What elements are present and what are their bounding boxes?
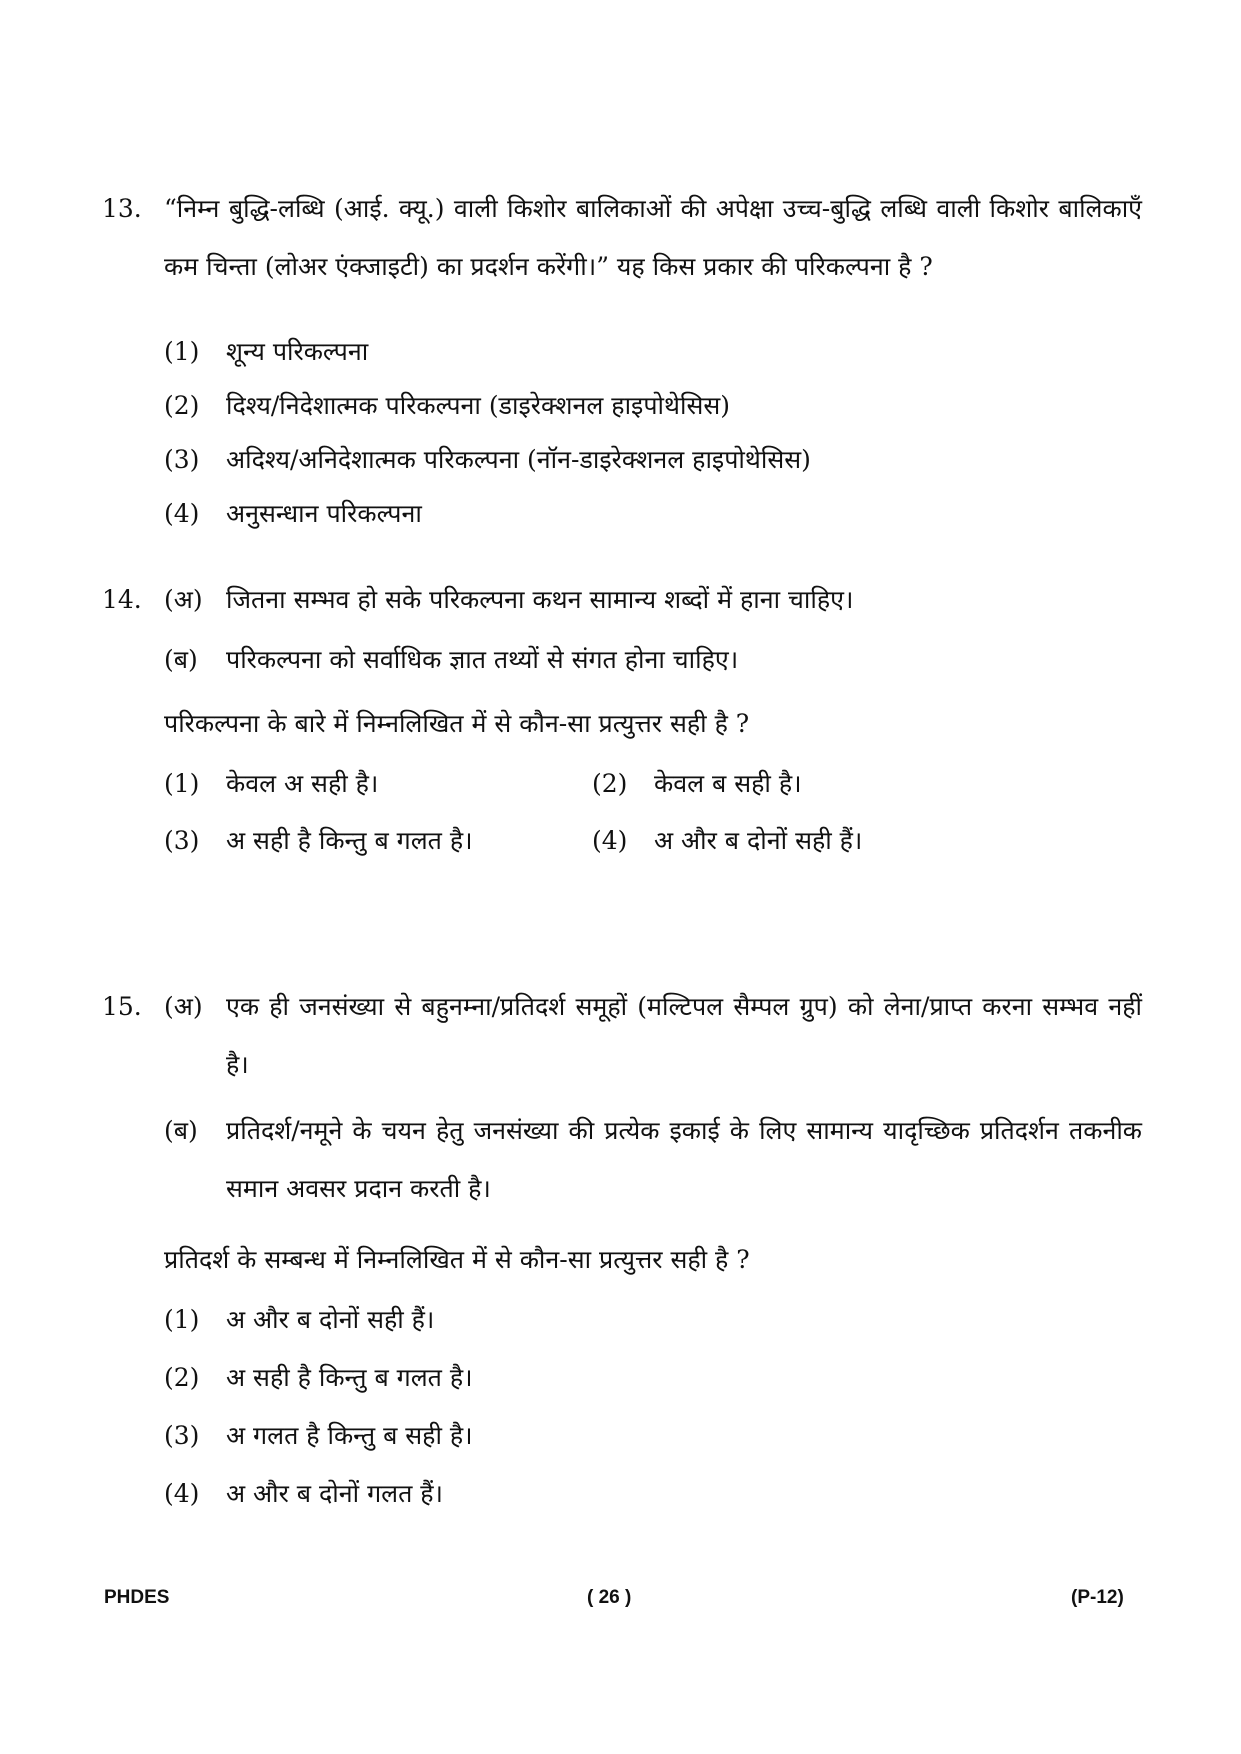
option-number: (4) bbox=[592, 826, 628, 855]
statement-label: (ब) bbox=[164, 1116, 198, 1145]
option-number: (1) bbox=[164, 769, 200, 798]
option-3 bbox=[164, 821, 473, 861]
page-number: ( 26 ) bbox=[587, 1587, 632, 1608]
statement-b bbox=[164, 1102, 1142, 1218]
option-text: केवल अ सही है। bbox=[226, 769, 379, 798]
option-1 bbox=[164, 1300, 434, 1340]
statement-a bbox=[164, 978, 1142, 1094]
question-number: 14. bbox=[102, 585, 142, 614]
option-4 bbox=[592, 821, 862, 861]
statement-text: जितना सम्भव हो सके परिकल्पना कथन सामान्य शब्दों में हाना चाहिए। bbox=[226, 585, 854, 614]
option-text: दिश्य/निदेशात्मक परिकल्पना (डाइरेक्शनल हाइपोथेसिस) bbox=[226, 391, 730, 420]
statement-label: (ब) bbox=[164, 645, 198, 674]
option-4 bbox=[164, 494, 422, 534]
option-number: (4) bbox=[164, 1479, 200, 1508]
paper-code: (P-12) bbox=[1071, 1587, 1124, 1608]
option-text: अ और ब दोनों सही हैं। bbox=[226, 1305, 435, 1334]
option-text: अ सही है किन्तु ब गलत है। bbox=[226, 826, 473, 855]
option-text: अ गलत है किन्तु ब सही है। bbox=[226, 1421, 473, 1450]
statement-text: एक ही जनसंख्या से बहुनम्ना/प्रतिदर्श समूहों (मल्टिपल सैम्पल ग्रुप) को लेना/प्राप्त करना सम्भव नहीं है। bbox=[226, 992, 1142, 1079]
option-text: शून्य परिकल्पना bbox=[226, 337, 369, 366]
option-4 bbox=[164, 1474, 443, 1514]
statement-label: (अ) bbox=[164, 585, 203, 614]
option-text: अनुसन्धान परिकल्पना bbox=[226, 499, 422, 528]
option-number: (2) bbox=[164, 1363, 200, 1392]
option-3 bbox=[164, 440, 811, 480]
option-number: (2) bbox=[164, 391, 200, 420]
statement-b bbox=[164, 631, 1142, 689]
statement-label: (अ) bbox=[164, 992, 203, 1021]
option-2 bbox=[164, 386, 730, 426]
option-1 bbox=[164, 332, 368, 372]
option-number: (4) bbox=[164, 499, 200, 528]
option-1 bbox=[164, 764, 378, 804]
option-3 bbox=[164, 1416, 473, 1456]
option-number: (1) bbox=[164, 1305, 200, 1334]
option-text: अ सही है किन्तु ब गलत है। bbox=[226, 1363, 473, 1392]
statement-a bbox=[164, 571, 1142, 629]
question-prompt: प्रतिदर्श के सम्बन्ध में निम्नलिखित में से कौन-सा प्रत्युत्तर सही है ? bbox=[164, 1245, 750, 1274]
option-2 bbox=[164, 1358, 473, 1398]
question-number: 15. bbox=[102, 992, 142, 1021]
option-number: (3) bbox=[164, 1421, 200, 1450]
statement-text: प्रतिदर्श/नमूने के चयन हेतु जनसंख्या की प्रत्येक इकाई के लिए सामान्य यादृच्छिक प्रतिदर्शन तकनीक समान अवसर प्रदान करती है। bbox=[226, 1116, 1142, 1203]
option-text: अ और ब दोनों सही हैं। bbox=[654, 826, 863, 855]
option-2 bbox=[592, 764, 802, 804]
option-number: (3) bbox=[164, 445, 200, 474]
question-number: 13. bbox=[102, 194, 142, 223]
footer-code: PHDES bbox=[104, 1587, 170, 1608]
option-text: केवल ब सही है। bbox=[654, 769, 802, 798]
option-text: अ और ब दोनों गलत हैं। bbox=[226, 1479, 444, 1508]
statement-text: परिकल्पना को सर्वाधिक ज्ञात तथ्यों से संगत होना चाहिए। bbox=[226, 645, 739, 674]
question-stem: “निम्न बुद्धि-लब्धि (आई. क्यू.) वाली किशोर बालिकाओं की अपेक्षा उच्च-बुद्धि लब्धि वाली किशोर बालिकाएँ कम चिन्ता (लोअर एंक्जाइटी) का प्रदर्शन करेंगी।” यह किस प्रकार की परिकल्पना है ? bbox=[164, 194, 1142, 281]
option-number: (2) bbox=[592, 769, 628, 798]
option-number: (3) bbox=[164, 826, 200, 855]
option-number: (1) bbox=[164, 337, 200, 366]
question-prompt: परिकल्पना के बारे में निम्नलिखित में से कौन-सा प्रत्युत्तर सही है ? bbox=[164, 709, 750, 738]
option-text: अदिश्य/अनिदेशात्मक परिकल्पना (नॉन-डाइरेक्शनल हाइपोथेसिस) bbox=[226, 445, 811, 474]
